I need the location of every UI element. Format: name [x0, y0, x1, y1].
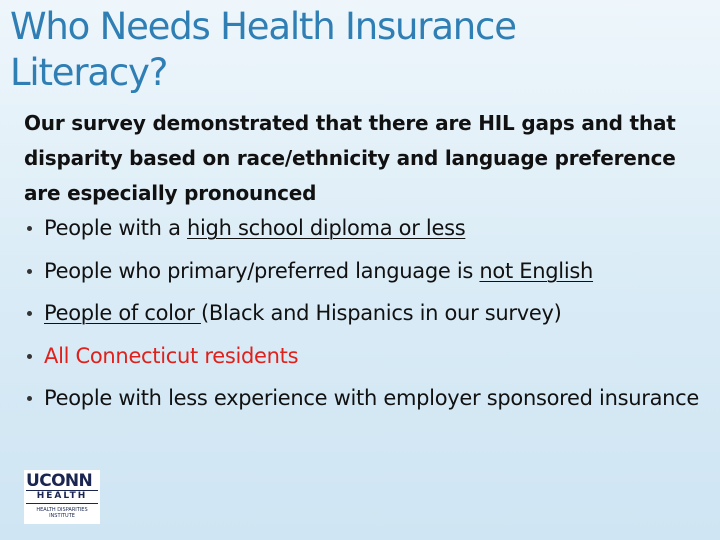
bullet-dot-icon: [27, 226, 32, 231]
intro-text: Our survey demonstrated that there are HIL gaps and that disparity based on race/ethnicity and language preference are especially pronounced: [24, 111, 676, 205]
logo-subtitle-line1: HEALTH DISPARITIES: [36, 507, 88, 513]
uconn-health-logo: [24, 470, 100, 524]
bullet-text-highlight: All Connecticut residents: [44, 343, 299, 368]
logo-uconn-text: UCONN: [26, 471, 93, 491]
bullet-item-employer-insurance: [24, 381, 704, 415]
bullet-text-after: (Black and Hispanics in our survey): [200, 301, 562, 325]
logo-subtitle-line2: INSTITUTE: [49, 513, 75, 519]
bullet-dot-icon: [27, 354, 32, 359]
bullet-underlined-text: high school diploma or less: [187, 216, 466, 240]
bullet-item-people-of-color: [24, 296, 704, 330]
bullet-item-education: [24, 211, 704, 245]
logo-subtitle: [26, 507, 98, 519]
bullet-dot-icon: [27, 396, 32, 401]
bullet-dot-icon: [27, 269, 32, 274]
bullet-text: People with less experience with employer sponsored insurance: [44, 386, 700, 410]
bullet-text: People with a: [44, 216, 188, 240]
bullet-item-ct-residents: [24, 339, 704, 373]
bullet-underlined-text: not English: [479, 258, 594, 283]
bullet-text: People who primary/preferred language is: [44, 258, 480, 283]
bullet-list: [24, 211, 704, 424]
bullet-underlined-text: People of color: [44, 301, 201, 325]
bullet-dot-icon: [27, 311, 32, 316]
bullet-item-language: [24, 254, 704, 288]
logo-health-text: HEALTH: [26, 490, 98, 504]
slide-title: Who Needs Health Insurance Literacy?: [10, 5, 516, 94]
